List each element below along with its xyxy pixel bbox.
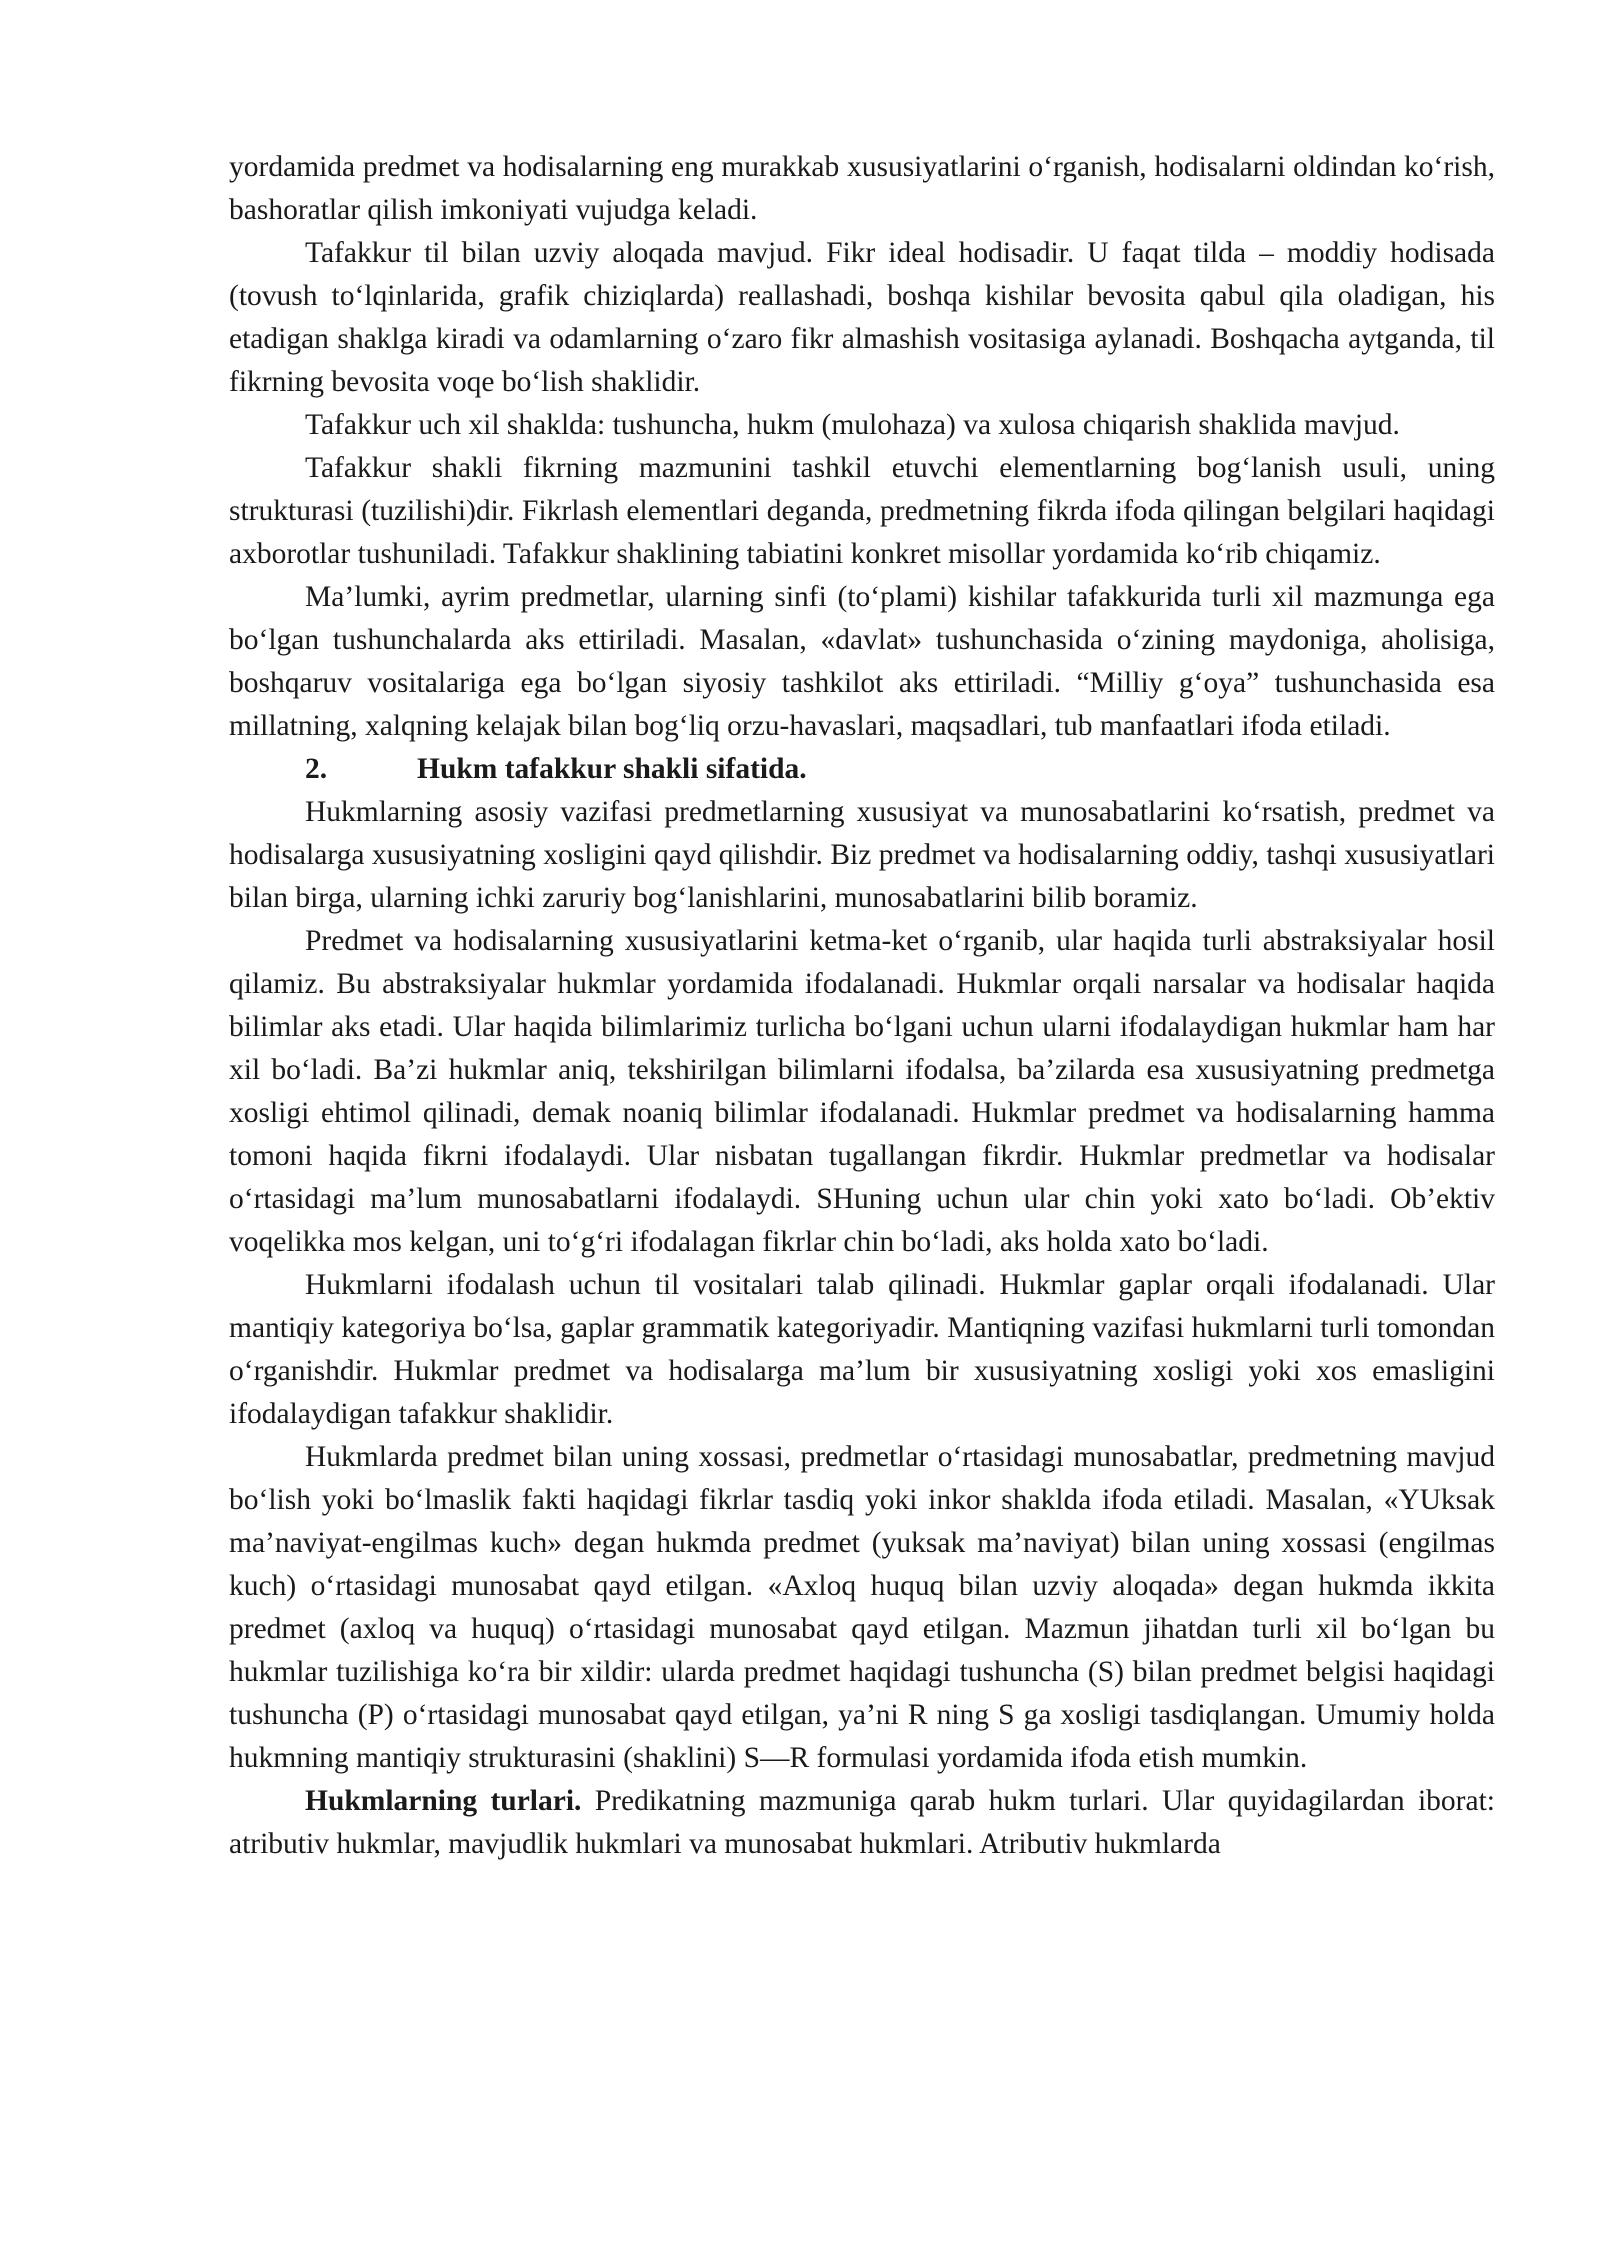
paragraph-judgment-abstractions: Predmet va hodisalarning xususiyatlarini ketma-ket o‘rganib, ular haqida turli abstraksiyalar hosil qilamiz. Bu abstraksiyalar hukmlar yordamida ifodalanadi. Hukmlar orqali narsalar va hodisalar haqida bilimlar aks etadi. Ular haqida bilimlarimiz turlicha bo‘lgani uchun ularni ifodalaydigan hukmlar ham har xil bo‘ladi. Ba’zi hukmlar aniq, tekshirilgan bilimlarni ifodalsa, ba’zilarda esa xususiyatning predmetga xosligi ehtimol qilinadi, demak noaniq bilimlar ifodalanadi. Hukmlar predmet va hodisalarning hamma tomoni haqida fikrni ifodalaydi. Ular nisbatan tugallangan fikrdir. Hukmlar predmetlar va hodisalar o‘rtasidagi ma’lum munosabatlarni ifodalaydi. SHuning uchun ular chin yoki xato bo‘ladi. Ob’ektiv voqelikka mos kelgan, uni to‘g‘ri ifodalagan fikrlar chin bo‘ladi, aks holda xato bo‘ladi. <box>229 925 1495 1258</box>
paragraph-judgment-language: Hukmlarni ifodalash uchun til vositalari talab qilinadi. Hukmlar gaplar orqali ifodalanadi. Ular mantiqiy kategoriya bo‘lsa, gaplar grammatik kategoriyadir. Mantiqning vazifasi hukmlarni turli tomondan o‘rganishdir. Hukmlar predmet va hodisalarga ma’lum bir xususiyatning xosligi yoki xos emasligini ifodalaydigan tafakkur shaklidir. <box>229 1269 1495 1430</box>
paragraph-lead-term: Hukmlarning turlari. <box>305 1785 582 1817</box>
paragraph-thought-and-language: Tafakkur til bilan uzviy aloqada mavjud. Fikr ideal hodisadir. U faqat tilda – moddiy hodisada (tovush to‘lqinlarida, grafik chiziqlarda) reallashadi, boshqa kishilar bevosita qabul qila oladigan, his etadigan shaklga kiradi va odamlarning o‘zaro fikr almashish vositasiga aylanadi. Boshqacha aytganda, til fikrning bevosita voqe bo‘lish shaklidir. <box>229 237 1495 398</box>
section-heading <box>229 748 1495 791</box>
paragraph-types-text: Predikatning mazmuniga qarab hukm turlari. Ular quyidagilardan iborat: atributiv hukmlar, mavjudlik hukmlari va munosabat hukmlari. Atributiv hukmlarda <box>229 1785 1495 1860</box>
section-title: Hukm tafakkur shakli sifatida. <box>417 753 807 785</box>
paragraph-concepts-example: Ma’lumki, ayrim predmetlar, ularning sinfi (to‘plami) kishilar tafakkurida turli xil mazmunga ega bo‘lgan tushunchalarda aks ettiriladi. Masalan, «davlat» tushunchasida o‘zining maydoniga, aholisiga, boshqaruv vositalariga ega bo‘lgan siyosiy tashkilot aks ettiriladi. “Milliy g‘oya” tushunchasida esa millatning, xalqning kelajak bilan bog‘liq orzu-havaslari, maqsadlari, tub manfaatlari ifoda etiladi. <box>229 581 1495 742</box>
section-number: 2. <box>305 753 328 785</box>
paragraph-judgment-types <box>229 1780 1495 1866</box>
document-page <box>229 146 1495 1866</box>
paragraph-forms-of-thought: Tafakkur uch xil shaklda: tushuncha, hukm (mulohaza) va xulosa chiqarish shaklida mavjud. <box>305 409 1400 441</box>
paragraph-judgment-function: Hukmlarning asosiy vazifasi predmetlarning xususiyat va munosabatlarini ko‘rsatish, predmet va hodisalarga xususiyatning xosligini qayd qilishdir. Biz predmet va hodisalarning oddiy, tashqi xususiyatlari bilan birga, ularning ichki zaruriy bog‘lanishlarini, munosabatlarini bilib boramiz. <box>229 796 1495 914</box>
paragraph-thought-structure: Tafakkur shakli fikrning mazmunini tashkil etuvchi elementlarning bog‘lanish usuli, uning strukturasi (tuzilishi)dir. Fikrlash elementlari deganda, predmetning fikrda ifoda qilingan belgilari haqidagi axborotlar tushuniladi. Tafakkur shaklining tabiatini konkret misollar yordamida ko‘rib chiqamiz. <box>229 452 1495 570</box>
paragraph-continuation: yordamida predmet va hodisalarning eng murakkab xususiyatlarini o‘rganish, hodisalarni oldindan ko‘rish, bashoratlar qilish imkoniyati vujudga keladi. <box>229 151 1495 226</box>
paragraph-judgment-structure: Hukmlarda predmet bilan uning xossasi, predmetlar o‘rtasidagi munosabatlar, predmetning mavjud bo‘lish yoki bo‘lmaslik fakti haqidagi fikrlar tasdiq yoki inkor shaklda ifoda etiladi. Masalan, «YUksak ma’naviyat-engilmas kuch» degan hukmda predmet (yuksak ma’naviyat) bilan uning xossasi (engilmas kuch) o‘rtasidagi munosabat qayd etilgan. «Axloq huquq bilan uzviy aloqada» degan hukmda ikkita predmet (axloq va huquq) o‘rtasidagi munosabat qayd etilgan. Mazmun jihatdan turli xil bo‘lgan bu hukmlar tuzilishiga ko‘ra bir xildir: ularda predmet haqidagi tushuncha (S) bilan predmet belgisi haqidagi tushuncha (P) o‘rtasidagi munosabat qayd etilgan, ya’ni R ning S ga xosligi tasdiqlangan. Umumiy holda hukmning mantiqiy strukturasini (shaklini) S—R formulasi yordamida ifoda etish mumkin. <box>229 1441 1495 1774</box>
